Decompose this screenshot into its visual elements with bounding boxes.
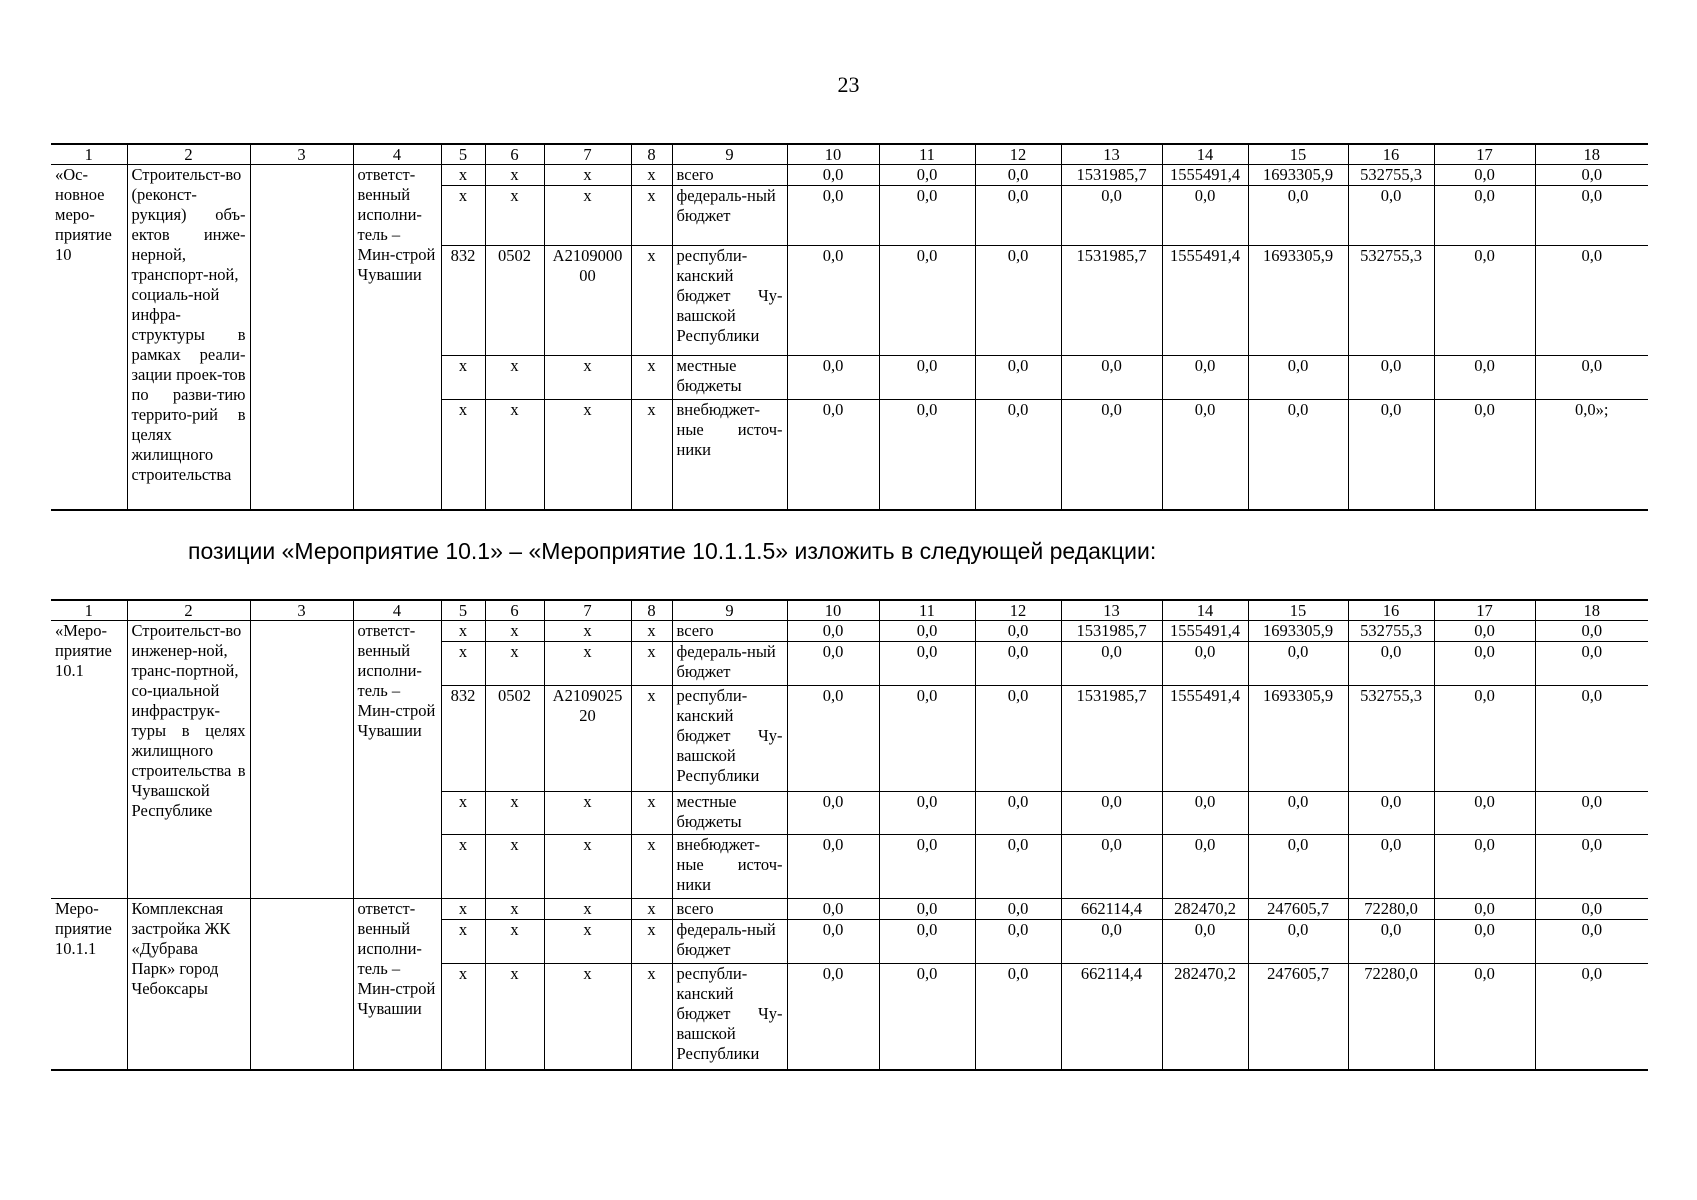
column-number: 18 <box>1535 600 1648 621</box>
value-cell: 0,0 <box>879 186 975 246</box>
value-cell: 0,0 <box>1535 165 1648 186</box>
value-cell: 0,0 <box>787 792 879 835</box>
value-cell: 0,0 <box>1434 964 1535 1070</box>
source-cell: местные бюджеты <box>672 792 787 835</box>
cell: 832 <box>441 246 485 356</box>
column-number: 15 <box>1248 600 1348 621</box>
value-cell: 0,0 <box>879 686 975 792</box>
cell: х <box>441 899 485 920</box>
column-number: 1 <box>51 144 127 165</box>
column-number: 4 <box>353 144 441 165</box>
value-cell: 0,0 <box>1434 400 1535 510</box>
column-number: 7 <box>544 144 631 165</box>
value-cell: 72280,0 <box>1348 964 1434 1070</box>
value-cell: 0,0 <box>975 165 1061 186</box>
source-cell: внебюджет-ные источ-ники <box>672 400 787 510</box>
cell: х <box>485 792 544 835</box>
value-cell: 0,0 <box>975 920 1061 964</box>
value-cell: 0,0 <box>1162 186 1248 246</box>
column-number: 12 <box>975 144 1061 165</box>
event-name-cell: Строительст-во инженер-ной, транс-портной, со-циальной инфраструк-туры в целях жилищного строительства в Чувашской Республике <box>127 621 250 899</box>
column-number: 14 <box>1162 144 1248 165</box>
value-cell: 0,0 <box>1162 835 1248 899</box>
value-cell: 0,0 <box>1061 835 1162 899</box>
value-cell: 0,0 <box>1061 642 1162 686</box>
empty-cell <box>250 621 353 899</box>
funding-table-main-event <box>51 143 1648 511</box>
cell: х <box>441 835 485 899</box>
value-cell: 0,0 <box>879 356 975 400</box>
cell: х <box>485 920 544 964</box>
source-cell: внебюджет-ные источ-ники <box>672 835 787 899</box>
column-number: 5 <box>441 600 485 621</box>
column-number: 11 <box>879 144 975 165</box>
value-cell: 0,0 <box>879 835 975 899</box>
value-cell: 0,0 <box>1061 920 1162 964</box>
cell: х <box>441 356 485 400</box>
column-number: 3 <box>250 144 353 165</box>
funding-table-events <box>51 599 1648 1071</box>
column-number: 16 <box>1348 144 1434 165</box>
kbk-code-cell: А2109025 20 <box>544 686 631 792</box>
source-cell: республи-канский бюджет Чу-вашской Республики <box>672 686 787 792</box>
source-cell: федераль-ный бюджет <box>672 186 787 246</box>
cell: х <box>631 621 672 642</box>
value-cell: 0,0 <box>1535 246 1648 356</box>
value-cell: 1531985,7 <box>1061 165 1162 186</box>
value-cell: 0,0 <box>787 400 879 510</box>
column-number: 9 <box>672 600 787 621</box>
cell: х <box>631 792 672 835</box>
value-cell: 0,0 <box>1348 920 1434 964</box>
value-cell: 0,0 <box>1248 400 1348 510</box>
value-cell: 0,0 <box>1248 792 1348 835</box>
column-number: 17 <box>1434 144 1535 165</box>
value-cell: 0,0 <box>1248 356 1348 400</box>
value-cell: 282470,2 <box>1162 964 1248 1070</box>
cell: х <box>544 400 631 510</box>
value-cell: 0,0 <box>1061 400 1162 510</box>
source-cell: всего <box>672 899 787 920</box>
value-cell: 532755,3 <box>1348 246 1434 356</box>
event-cell: «Ос-новное меро-приятие 10 <box>51 165 127 510</box>
value-cell: 0,0 <box>1434 920 1535 964</box>
cell: х <box>485 899 544 920</box>
value-cell: 1531985,7 <box>1061 621 1162 642</box>
cell: х <box>441 792 485 835</box>
cell: х <box>631 686 672 792</box>
value-cell: 0,0 <box>1535 920 1648 964</box>
value-cell: 0,0 <box>1348 792 1434 835</box>
value-cell: 662114,4 <box>1061 964 1162 1070</box>
cell: х <box>485 621 544 642</box>
value-cell: 1531985,7 <box>1061 246 1162 356</box>
value-cell: 532755,3 <box>1348 165 1434 186</box>
source-cell: всего <box>672 165 787 186</box>
value-cell: 0,0 <box>787 642 879 686</box>
source-cell: республи-канский бюджет Чу-вашской Республики <box>672 964 787 1070</box>
source-cell: республи-канский бюджет Чу-вашской Республики <box>672 246 787 356</box>
value-cell: 0,0 <box>1348 400 1434 510</box>
value-cell: 0,0 <box>1535 792 1648 835</box>
column-number: 17 <box>1434 600 1535 621</box>
cell: х <box>544 920 631 964</box>
table-row <box>51 899 1648 920</box>
column-number: 9 <box>672 144 787 165</box>
cell: х <box>441 642 485 686</box>
value-cell: 0,0 <box>1535 899 1648 920</box>
value-cell: 0,0 <box>879 920 975 964</box>
column-number: 14 <box>1162 600 1248 621</box>
source-cell: всего <box>672 621 787 642</box>
value-cell: 0,0 <box>1535 356 1648 400</box>
value-cell: 0,0 <box>1434 165 1535 186</box>
value-cell: 0,0 <box>1162 400 1248 510</box>
cell: х <box>631 920 672 964</box>
value-cell: 0,0 <box>787 356 879 400</box>
value-cell: 0,0 <box>975 400 1061 510</box>
cell: х <box>485 964 544 1070</box>
column-number: 6 <box>485 144 544 165</box>
value-cell: 1555491,4 <box>1162 621 1248 642</box>
value-cell: 0,0 <box>787 964 879 1070</box>
value-cell: 0,0 <box>1162 792 1248 835</box>
column-number: 2 <box>127 144 250 165</box>
value-cell: 0,0 <box>1535 964 1648 1070</box>
value-cell: 0,0 <box>1535 621 1648 642</box>
event-cell: «Меро-приятие 10.1 <box>51 621 127 899</box>
cell: х <box>631 356 672 400</box>
value-cell: 0,0 <box>1248 920 1348 964</box>
column-number: 7 <box>544 600 631 621</box>
value-cell: 0,0 <box>879 964 975 1070</box>
value-cell: 0,0 <box>1535 186 1648 246</box>
value-cell: 1555491,4 <box>1162 246 1248 356</box>
value-cell: 0,0 <box>1434 835 1535 899</box>
column-number: 13 <box>1061 600 1162 621</box>
column-number: 10 <box>787 600 879 621</box>
value-cell: 1531985,7 <box>1061 686 1162 792</box>
cell: 0502 <box>485 246 544 356</box>
cell: х <box>544 165 631 186</box>
cell: х <box>631 165 672 186</box>
cell: х <box>544 835 631 899</box>
value-cell: 0,0 <box>1434 899 1535 920</box>
executor-cell: ответст-венный исполни-тель – Мин-строй Чувашии <box>353 621 441 899</box>
value-cell: 1555491,4 <box>1162 165 1248 186</box>
cell: х <box>544 621 631 642</box>
value-cell: 0,0 <box>1061 792 1162 835</box>
value-cell: 0,0 <box>787 899 879 920</box>
value-cell: 247605,7 <box>1248 899 1348 920</box>
value-cell: 0,0 <box>787 686 879 792</box>
cell: 832 <box>441 686 485 792</box>
cell: х <box>631 642 672 686</box>
column-number-row <box>51 144 1648 165</box>
event-name-cell: Строительст-во (реконст-рукция) объ-ектов инже-нерной, транспорт-ной, социаль-ной инфра-структуры в рамках реали-зации проек-тов по разви-тию террито-рий в целях жилищного строительства <box>127 165 250 510</box>
cell: х <box>631 400 672 510</box>
value-cell: 0,0 <box>787 186 879 246</box>
value-cell: 1693305,9 <box>1248 246 1348 356</box>
value-cell: 282470,2 <box>1162 899 1248 920</box>
cell: х <box>485 186 544 246</box>
value-cell: 0,0 <box>879 621 975 642</box>
value-cell: 0,0 <box>787 246 879 356</box>
source-cell: федераль-ный бюджет <box>672 642 787 686</box>
cell: х <box>631 186 672 246</box>
value-cell: 1693305,9 <box>1248 621 1348 642</box>
value-cell: 0,0 <box>879 899 975 920</box>
value-cell: 0,0 <box>1248 186 1348 246</box>
column-number: 1 <box>51 600 127 621</box>
value-cell: 0,0 <box>1434 356 1535 400</box>
column-number: 15 <box>1248 144 1348 165</box>
value-cell: 0,0 <box>1162 356 1248 400</box>
value-cell: 0,0 <box>1434 642 1535 686</box>
cell: х <box>485 400 544 510</box>
value-cell: 0,0 <box>1348 642 1434 686</box>
column-number: 2 <box>127 600 250 621</box>
column-number: 5 <box>441 144 485 165</box>
value-cell: 0,0 <box>1434 246 1535 356</box>
value-cell: 0,0 <box>1348 835 1434 899</box>
value-cell: 0,0 <box>1535 642 1648 686</box>
source-cell: местные бюджеты <box>672 356 787 400</box>
cell: х <box>441 165 485 186</box>
empty-cell <box>250 165 353 510</box>
value-cell: 0,0 <box>787 920 879 964</box>
value-cell: 72280,0 <box>1348 899 1434 920</box>
cell: х <box>441 920 485 964</box>
column-number-row <box>51 600 1648 621</box>
cell: х <box>544 186 631 246</box>
table-row <box>51 165 1648 186</box>
page-number: 23 <box>837 72 860 97</box>
cell: х <box>544 899 631 920</box>
cell: 0502 <box>485 686 544 792</box>
value-cell: 0,0 <box>879 165 975 186</box>
instruction-text: позиции «Мероприятие 10.1» – «Мероприятие 10.1.1.5» изложить в следующей редакции: <box>188 538 1157 564</box>
value-cell: 0,0 <box>975 621 1061 642</box>
value-cell: 0,0 <box>879 400 975 510</box>
value-cell: 0,0 <box>1248 835 1348 899</box>
value-cell: 0,0 <box>787 165 879 186</box>
value-cell: 0,0 <box>1061 186 1162 246</box>
value-cell: 0,0 <box>975 835 1061 899</box>
cell: х <box>544 356 631 400</box>
value-cell: 0,0 <box>1535 686 1648 792</box>
cell: х <box>485 642 544 686</box>
value-cell: 0,0 <box>975 186 1061 246</box>
value-cell: 0,0 <box>1434 686 1535 792</box>
value-cell: 0,0 <box>975 792 1061 835</box>
cell: х <box>544 792 631 835</box>
cell: х <box>544 642 631 686</box>
value-cell: 532755,3 <box>1348 621 1434 642</box>
table-row <box>51 621 1648 642</box>
value-cell: 0,0 <box>975 686 1061 792</box>
cell: х <box>631 964 672 1070</box>
value-cell: 1693305,9 <box>1248 165 1348 186</box>
value-cell: 0,0 <box>1535 835 1648 899</box>
event-name-cell: Комплексная застройка ЖК «Дубрава Парк» город Чебоксары <box>127 899 250 1070</box>
cell: х <box>485 356 544 400</box>
value-cell: 0,0 <box>1434 792 1535 835</box>
value-cell: 0,0 <box>975 899 1061 920</box>
value-cell: 0,0 <box>879 642 975 686</box>
value-cell: 0,0 <box>1434 186 1535 246</box>
value-cell: 247605,7 <box>1248 964 1348 1070</box>
value-cell: 0,0 <box>879 246 975 356</box>
value-cell: 0,0 <box>975 356 1061 400</box>
column-number: 8 <box>631 144 672 165</box>
cell: х <box>441 186 485 246</box>
column-number: 11 <box>879 600 975 621</box>
cell: х <box>441 964 485 1070</box>
column-number: 16 <box>1348 600 1434 621</box>
value-cell: 0,0 <box>1162 920 1248 964</box>
value-cell: 0,0 <box>1434 621 1535 642</box>
value-cell: 0,0 <box>1061 356 1162 400</box>
value-cell: 0,0»; <box>1535 400 1648 510</box>
value-cell: 1693305,9 <box>1248 686 1348 792</box>
executor-cell: ответст-венный исполни-тель – Мин-строй Чувашии <box>353 899 441 1070</box>
cell: х <box>631 246 672 356</box>
column-number: 18 <box>1535 144 1648 165</box>
column-number: 13 <box>1061 144 1162 165</box>
value-cell: 0,0 <box>1348 356 1434 400</box>
value-cell: 0,0 <box>975 964 1061 1070</box>
cell: х <box>485 835 544 899</box>
column-number: 8 <box>631 600 672 621</box>
empty-cell <box>250 899 353 1070</box>
cell: х <box>441 400 485 510</box>
cell: х <box>485 165 544 186</box>
cell: х <box>631 835 672 899</box>
value-cell: 0,0 <box>787 621 879 642</box>
cell: х <box>631 899 672 920</box>
executor-cell: ответст-венный исполни-тель – Мин-строй Чувашии <box>353 165 441 510</box>
value-cell: 0,0 <box>1248 642 1348 686</box>
value-cell: 0,0 <box>975 642 1061 686</box>
event-cell: Меро-приятие 10.1.1 <box>51 899 127 1070</box>
column-number: 4 <box>353 600 441 621</box>
value-cell: 0,0 <box>1348 186 1434 246</box>
value-cell: 0,0 <box>1162 642 1248 686</box>
value-cell: 0,0 <box>879 792 975 835</box>
value-cell: 1555491,4 <box>1162 686 1248 792</box>
column-number: 6 <box>485 600 544 621</box>
column-number: 3 <box>250 600 353 621</box>
value-cell: 662114,4 <box>1061 899 1162 920</box>
value-cell: 0,0 <box>787 835 879 899</box>
column-number: 12 <box>975 600 1061 621</box>
source-cell: федераль-ный бюджет <box>672 920 787 964</box>
cell: х <box>441 621 485 642</box>
column-number: 10 <box>787 144 879 165</box>
value-cell: 0,0 <box>975 246 1061 356</box>
value-cell: 532755,3 <box>1348 686 1434 792</box>
cell: х <box>544 964 631 1070</box>
kbk-code-cell: А2109000 00 <box>544 246 631 356</box>
